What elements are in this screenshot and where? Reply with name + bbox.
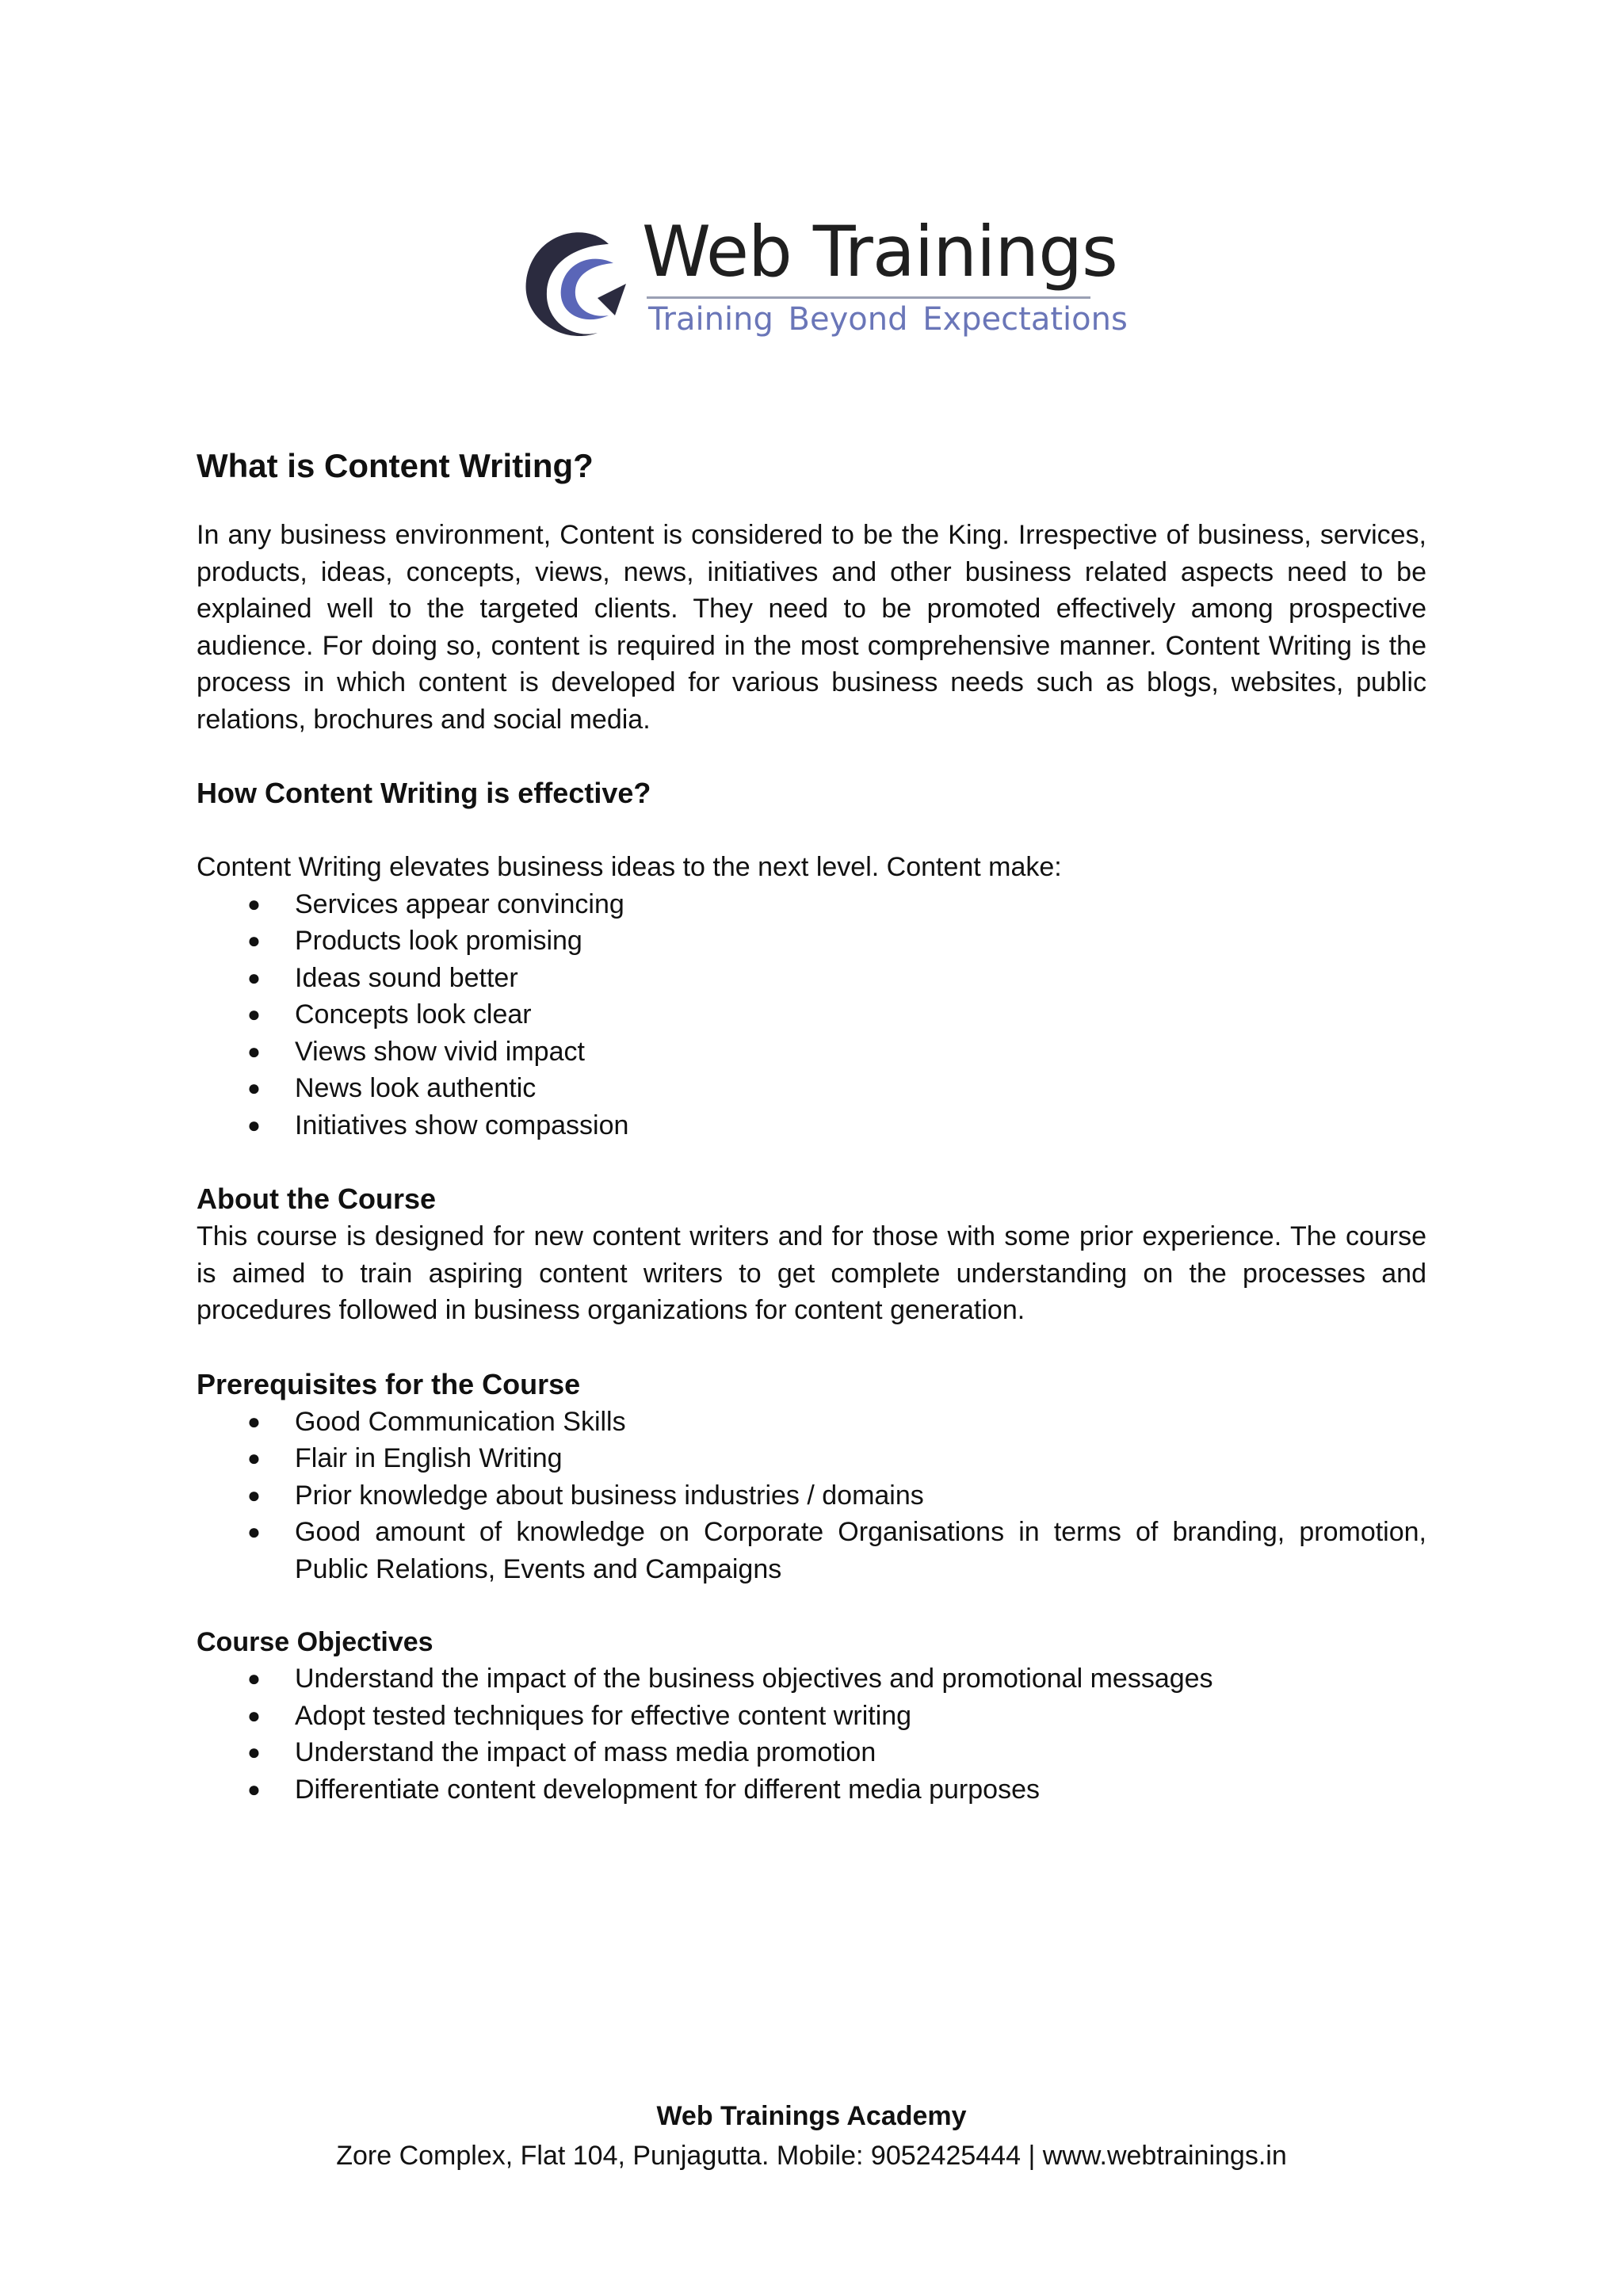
main-content — [197, 444, 1426, 1808]
bullet-icon: ● — [247, 1446, 261, 1470]
list-item: ● Services appear convincing — [197, 886, 1426, 923]
list-item: ● Views show vivid impact — [197, 1033, 1426, 1071]
heading-about-course: About the Course — [197, 1182, 436, 1215]
bullet-icon: ● — [247, 1519, 261, 1544]
effective-list — [197, 886, 1426, 1144]
footer-org-name: Web Trainings Academy — [656, 2101, 967, 2131]
prerequisites-list — [197, 1404, 1426, 1588]
about-paragraph: This course is designed for new content writers and for those with some prior experience. The course is aimed to train aspiring content writers to get complete understanding on the processes and procedures followed in business organizations for content generation. — [197, 1221, 1426, 1325]
logo-tagline: Training Beyond Expectations — [648, 301, 1128, 338]
bullet-icon: ● — [247, 928, 261, 953]
list-item: ● Prior knowledge about business industries / domains — [197, 1477, 1426, 1515]
bullet-icon: ● — [247, 1038, 261, 1064]
web-trainings-logo — [515, 211, 1128, 349]
bullet-icon: ● — [247, 965, 261, 990]
list-item: ● Differentiate content development for different media purposes — [197, 1771, 1426, 1809]
list-item: ● Adopt tested techniques for effective content writing — [197, 1698, 1426, 1735]
bullet-icon: ● — [247, 1075, 261, 1100]
heading-prerequisites: Prerequisites for the Course — [197, 1367, 581, 1400]
bullet-icon: ● — [247, 1408, 261, 1434]
page-footer — [0, 2096, 1623, 2176]
heading-what-is-content-writing: What is Content Writing? — [197, 447, 594, 484]
bullet-icon: ● — [247, 891, 261, 916]
bullet-icon: ● — [247, 1112, 261, 1137]
bullet-icon: ● — [247, 1702, 261, 1728]
effective-lead: Content Writing elevates business ideas to the next level. Content make: — [197, 852, 1062, 882]
list-item: ● Understand the impact of the business objectives and promotional messages — [197, 1660, 1426, 1698]
footer-address: Zore Complex, Flat 104, Punjagutta. Mobile: 9052425444 | www.webtrainings.in — [336, 2141, 1287, 2171]
bullet-icon: ● — [247, 1482, 261, 1507]
list-item: ● Concepts look clear — [197, 996, 1426, 1033]
bullet-icon: ● — [247, 1740, 261, 1764]
bullet-icon: ● — [247, 1776, 261, 1801]
logo-swirl-icon — [515, 222, 642, 349]
bullet-icon: ● — [247, 1666, 261, 1690]
list-item: ● Ideas sound better — [197, 960, 1426, 997]
heading-how-effective: How Content Writing is effective? — [197, 777, 651, 809]
logo-underline — [647, 296, 1090, 299]
bullet-icon: ● — [247, 1002, 261, 1026]
list-item: ● Good amount of knowledge on Corporate Organisations in terms of branding, promotion, Public Relations, Events and Campaigns — [197, 1514, 1426, 1587]
list-item: ● News look authentic — [197, 1070, 1426, 1107]
objectives-list — [197, 1660, 1426, 1808]
logo-title: Web Trainings — [642, 211, 1117, 292]
list-item: ● Initiatives show compassion — [197, 1107, 1426, 1144]
list-item: ● Flair in English Writing — [197, 1440, 1426, 1477]
heading-course-objectives: Course Objectives — [197, 1627, 433, 1657]
intro-paragraph: In any business environment, Content is considered to be the King. Irrespective of business, services, products, ideas, concepts, views, news, initiatives and other business related aspects need to be explained well to the targeted clients. They need to be promoted effectively among prospective audience. For doing so, content is required in the most comprehensive manner. Content Writing is the process in which content is developed for various business needs such as blogs, websites, public relations, brochures and social media. — [197, 520, 1426, 735]
list-item: ● Products look promising — [197, 923, 1426, 960]
list-item: ● Good Communication Skills — [197, 1404, 1426, 1441]
list-item: ● Understand the impact of mass media promotion — [197, 1734, 1426, 1771]
